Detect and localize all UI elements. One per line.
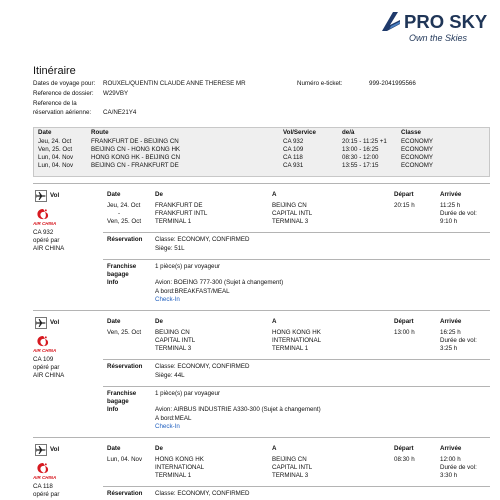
- row-divider: [103, 486, 490, 487]
- segment-type-label: Vol: [50, 319, 60, 326]
- destination-city: BEIJING CN: [272, 202, 307, 209]
- destination-airport: INTERNATIONAL: [272, 337, 322, 344]
- segment-divider: [33, 310, 490, 311]
- baggage-label-line1: Franchise: [107, 263, 137, 270]
- eticket-label: Numéro e-ticket:: [297, 80, 343, 87]
- departure-time: 08:30 h: [394, 456, 415, 463]
- plane-icon: [35, 190, 47, 202]
- origin-city: HONG KONG HK: [155, 456, 204, 463]
- summary-cell-route: HONG KONG HK - BEIJING CN: [91, 154, 181, 161]
- origin-city: BEIJING CN: [155, 329, 190, 336]
- summary-cell-flight: CA 118: [283, 154, 303, 161]
- summary-cell-route: BEIJING CN - FRANKFURT DE: [91, 162, 179, 169]
- itinerary-summary-table: [33, 127, 490, 177]
- date-header: Date: [107, 445, 121, 452]
- to-header: A: [272, 318, 277, 325]
- plane-icon: [35, 317, 47, 329]
- operated-by-label: opéré par: [33, 491, 60, 498]
- flight-number: CA 932: [33, 229, 54, 236]
- airline-ref-label-line2: réservation aérienne:: [33, 109, 92, 116]
- row-divider: [103, 259, 490, 260]
- travel-dates-label: Dates de voyage pour:: [33, 80, 96, 87]
- baggage-label-line2: bagage: [107, 271, 129, 278]
- summary-cell-date: Ven, 25. Oct: [38, 146, 73, 153]
- summary-cell-date: Lun, 04. Nov: [38, 154, 74, 161]
- air-china-logo-icon: [36, 208, 50, 220]
- origin-terminal: TERMINAL 1: [155, 218, 192, 225]
- to-header: A: [272, 445, 277, 452]
- from-header: De: [155, 318, 163, 325]
- summary-cell-date: Jeu, 24. Oct: [38, 138, 72, 145]
- operated-by-label: opéré par: [33, 237, 60, 244]
- aircraft-info: Avion: AIRBUS INDUSTRIE A330-300 (Sujet à changement): [155, 406, 321, 413]
- summary-cell-times: 08:30 - 12:00: [342, 154, 379, 161]
- file-ref-value: W29VBY: [103, 90, 129, 97]
- row-divider: [103, 359, 490, 360]
- summary-cell-flight: CA 109: [283, 146, 304, 153]
- reservation-label: Réservation: [107, 363, 143, 370]
- origin-airport: INTERNATIONAL: [155, 464, 205, 471]
- to-header: A: [272, 191, 277, 198]
- summary-cell-route: FRANKFURT DE - BEIJING CN: [91, 138, 179, 145]
- flight-segment: [0, 183, 490, 310]
- flight-duration: 3:25 h: [440, 345, 458, 352]
- destination-terminal: TERMINAL 3: [272, 218, 309, 225]
- summary-cell-date: Lun, 04. Nov: [38, 162, 74, 169]
- departure-date: Jeu, 24. Oct: [107, 202, 141, 209]
- flight-duration: 3:30 h: [440, 472, 458, 479]
- info-label: Info: [107, 406, 119, 413]
- departure-time: 13:00 h: [394, 329, 415, 336]
- origin-terminal: TERMINAL 1: [155, 472, 192, 479]
- flight-segment: [0, 310, 490, 437]
- airline-ref-label-line1: Reference de la: [33, 100, 77, 107]
- from-header: De: [155, 445, 163, 452]
- destination-terminal: TERMINAL 3: [272, 472, 309, 479]
- aircraft-info: Avion: BOEING 777-300 (Sujet à changement): [155, 279, 284, 286]
- origin-city: FRANKFURT DE: [155, 202, 203, 209]
- summary-header-class: Classe: [401, 129, 421, 136]
- segment-divider: [33, 437, 490, 438]
- segment-type-label: Vol: [50, 446, 60, 453]
- onboard-service: A bord:MEAL: [155, 415, 192, 422]
- destination-airport: CAPITAL INTL: [272, 464, 313, 471]
- departure-header: Départ: [394, 445, 414, 452]
- page-title: Itinéraire: [33, 65, 76, 77]
- summary-cell-class: ECONOMY: [401, 162, 433, 169]
- plane-logo-icon: [381, 11, 401, 32]
- flight-segment: [0, 437, 490, 499]
- airline-logo-text: AIR CHINA: [33, 348, 57, 353]
- brand-name: PRO SKY: [404, 11, 488, 32]
- arrival-header: Arrivée: [440, 445, 462, 452]
- destination-airport: CAPITAL INTL: [272, 210, 313, 217]
- destination-city: HONG KONG HK: [272, 329, 321, 336]
- operated-by-label: opéré par: [33, 364, 60, 371]
- departure-header: Départ: [394, 318, 414, 325]
- airline-ref-value: CA/NE21Y4: [103, 109, 137, 116]
- duration-label: Durée de vol:: [440, 337, 477, 344]
- baggage-label-line1: Franchise: [107, 390, 137, 397]
- departure-date: Ven, 25. Oct: [107, 329, 142, 336]
- summary-cell-times: 13:55 - 17:15: [342, 162, 379, 169]
- reservation-label: Réservation: [107, 236, 143, 243]
- departure-header: Départ: [394, 191, 414, 198]
- arrival-time: 11:25 h: [440, 202, 461, 209]
- operator-name: AIR CHINA: [33, 372, 65, 379]
- arrival-date: Ven, 25. Oct: [107, 218, 142, 225]
- destination-city: BEIJING CN: [272, 456, 307, 463]
- date-header: Date: [107, 191, 121, 198]
- onboard-service: A bord:BREAKFAST/MEAL: [155, 288, 230, 295]
- flight-duration: 9:10 h: [440, 218, 458, 225]
- eticket-number: 999-2041995566: [369, 80, 416, 87]
- brand-tagline: Own the Skies: [409, 33, 468, 43]
- baggage-allowance: 1 pièce(s) par voyageur: [155, 263, 221, 270]
- arrival-header: Arrivée: [440, 318, 462, 325]
- duration-label: Durée de vol:: [440, 210, 477, 217]
- airline-logo-text: AIR CHINA: [33, 475, 57, 480]
- flight-number: CA 118: [33, 483, 53, 490]
- booking-class: Classe: ECONOMY, CONFIRMED: [155, 236, 250, 243]
- summary-cell-class: ECONOMY: [401, 146, 433, 153]
- segment-type-label: Vol: [50, 192, 60, 199]
- summary-cell-class: ECONOMY: [401, 154, 433, 161]
- seat-number: Siège: 51L: [155, 245, 185, 252]
- air-china-logo-icon: [36, 335, 50, 347]
- flight-number: CA 109: [33, 356, 54, 363]
- summary-header-route: Route: [91, 129, 109, 136]
- reservation-label: Réservation: [107, 490, 143, 497]
- arrival-time: 16:25 h: [440, 329, 461, 336]
- operator-name: AIR CHINA: [33, 245, 65, 252]
- summary-header-date: Date: [38, 129, 52, 136]
- arrival-header: Arrivée: [440, 191, 462, 198]
- destination-terminal: TERMINAL 1: [272, 345, 309, 352]
- booking-class: Classe: ECONOMY, CONFIRMED: [155, 363, 250, 370]
- departure-time: 20:15 h: [394, 202, 415, 209]
- info-label: Info: [107, 279, 119, 286]
- date-header: Date: [107, 318, 121, 325]
- air-china-logo-icon: [36, 462, 50, 474]
- plane-icon: [35, 444, 47, 456]
- origin-airport: FRANKFURT INTL: [155, 210, 208, 217]
- summary-header-times: de/à: [342, 129, 355, 136]
- origin-airport: CAPITAL INTL: [155, 337, 196, 344]
- check-in-link[interactable]: Check-In: [155, 296, 180, 303]
- summary-cell-route: BEIJING CN - HONG KONG HK: [91, 146, 181, 153]
- duration-label: Durée de vol:: [440, 464, 477, 471]
- summary-cell-class: ECONOMY: [401, 138, 433, 145]
- seat-number: Siège: 44L: [155, 372, 185, 379]
- origin-terminal: TERMINAL 3: [155, 345, 192, 352]
- segment-divider: [33, 183, 490, 184]
- baggage-label-line2: bagage: [107, 398, 129, 405]
- baggage-allowance: 1 pièce(s) par voyageur: [155, 390, 221, 397]
- summary-cell-flight: CA 932: [283, 138, 304, 145]
- row-divider: [103, 386, 490, 387]
- summary-cell-times: 20:15 - 11:25 +1: [342, 138, 387, 145]
- row-divider: [103, 232, 490, 233]
- check-in-link[interactable]: Check-In: [155, 423, 180, 430]
- booking-class: Classe: ECONOMY, CONFIRMED: [155, 490, 250, 497]
- passenger-name: ROUXEL/QUENTIN CLAUDE ANNE THERESE MR: [103, 80, 246, 87]
- summary-cell-flight: CA 931: [283, 162, 304, 169]
- from-header: De: [155, 191, 163, 198]
- airline-logo-text: AIR CHINA: [33, 221, 57, 226]
- summary-header-flight: Vol/Service: [283, 129, 316, 136]
- date-separator: -: [118, 210, 121, 217]
- departure-date: Lun, 04. Nov: [107, 456, 143, 463]
- arrival-time: 12:00 h: [440, 456, 461, 463]
- summary-cell-times: 13:00 - 16:25: [342, 146, 379, 153]
- file-ref-label: Reference de dossier:: [33, 90, 94, 97]
